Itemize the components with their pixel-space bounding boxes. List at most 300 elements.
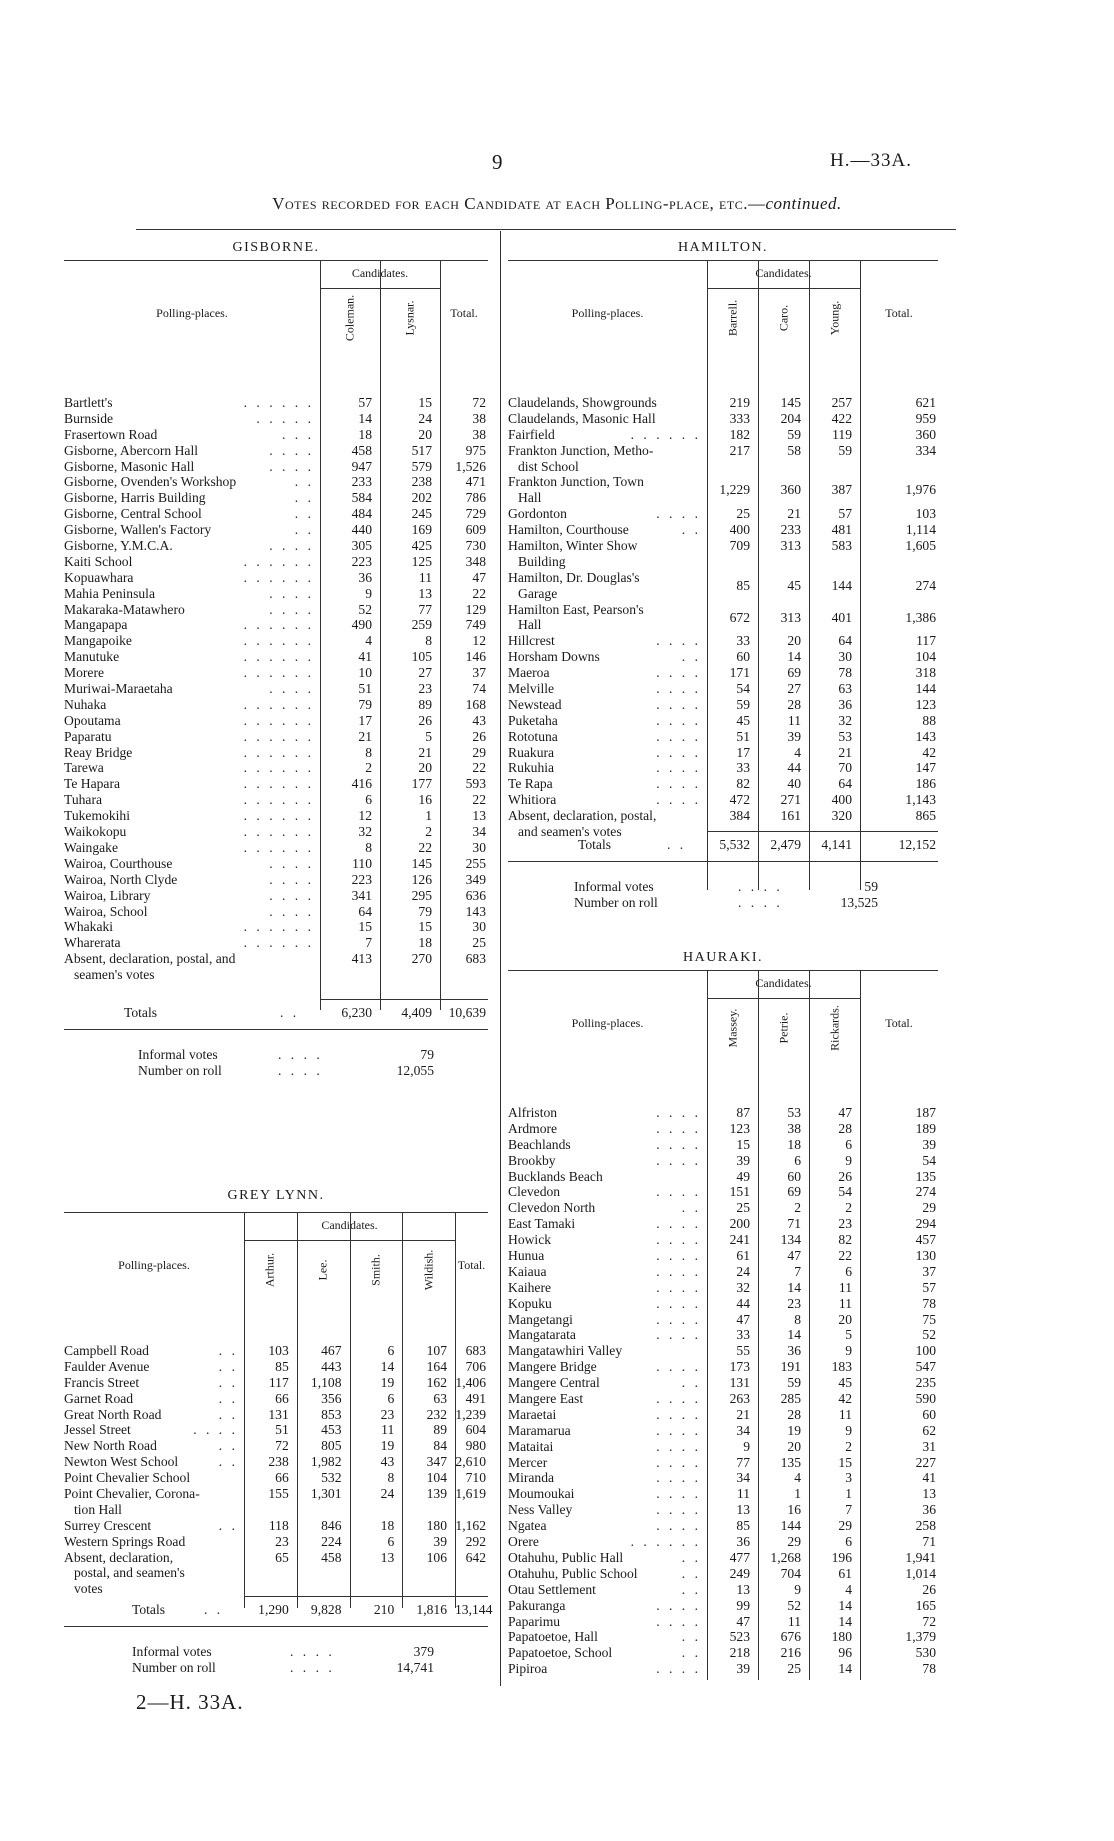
vote-count: 135 bbox=[915, 1168, 936, 1184]
polling-place-name: Manutuke bbox=[64, 649, 120, 665]
candidates-rule bbox=[244, 1240, 455, 1241]
leader-dots: . . . . bbox=[656, 1327, 701, 1343]
polling-place-name: Mahia Peninsula bbox=[64, 585, 155, 601]
leader-dots: . . . . bbox=[656, 1120, 701, 1136]
polling-place-name: Te Rapa bbox=[508, 776, 553, 792]
leader-dots: . . bbox=[667, 837, 687, 852]
vote-count: 33 bbox=[736, 1327, 750, 1343]
leader-dots: . . . . bbox=[656, 1518, 701, 1534]
vote-count: 22 bbox=[838, 1248, 852, 1264]
vote-count: 1,941 bbox=[905, 1549, 936, 1565]
vote-count: 11 bbox=[787, 1613, 801, 1629]
table-row bbox=[508, 1629, 938, 1645]
grey-lynn-section bbox=[64, 1188, 493, 1675]
table-row bbox=[508, 633, 938, 649]
leader-dots: . . . . bbox=[269, 458, 314, 474]
vote-count: 1,406 bbox=[455, 1374, 486, 1390]
vote-count: 530 bbox=[915, 1645, 936, 1661]
vote-count: 30 bbox=[838, 649, 852, 665]
leader-dots: . . . . bbox=[656, 728, 701, 744]
vote-count: 23 bbox=[838, 1216, 852, 1232]
polling-place-name: Ness Valley bbox=[508, 1502, 573, 1518]
leader-dots: . . bbox=[204, 1602, 224, 1617]
vote-count: 42 bbox=[838, 1391, 852, 1407]
polling-place-name: Gisborne, Ovenden's Workshop bbox=[64, 474, 237, 490]
vote-count: 88 bbox=[922, 712, 936, 728]
vote-count: 13 bbox=[736, 1502, 750, 1518]
total-header: Total. bbox=[450, 306, 478, 320]
leader-dots: . . . . bbox=[193, 1422, 238, 1438]
vote-count: 45 bbox=[736, 712, 750, 728]
vote-count: 11 bbox=[838, 1295, 852, 1311]
leader-dots: . . . . bbox=[269, 903, 314, 919]
vote-count: 61 bbox=[736, 1248, 750, 1264]
vote-count: 1,379 bbox=[905, 1629, 936, 1645]
polling-place-name: Beachlands bbox=[508, 1136, 571, 1152]
vote-count: 47 bbox=[787, 1248, 801, 1264]
polling-place-name: Wairoa, North Clyde bbox=[64, 871, 178, 887]
total-header: Total. bbox=[457, 1258, 486, 1272]
candidates-header: Candidates. bbox=[321, 1218, 378, 1232]
vote-count: 2 bbox=[845, 1438, 852, 1454]
table-row bbox=[508, 745, 938, 761]
leader-dots: . . bbox=[681, 649, 701, 665]
vote-count: 349 bbox=[465, 871, 486, 887]
candidate-name-text: Wildish. bbox=[421, 1249, 436, 1291]
vote-count: 1,619 bbox=[455, 1486, 486, 1502]
polling-place-name: Mangere Bridge bbox=[508, 1359, 597, 1375]
polling-place-name: Gisborne, Abercorn Hall bbox=[64, 442, 199, 458]
leader-dots: . . . . bbox=[656, 1502, 701, 1518]
polling-place-name: Rototuna bbox=[508, 728, 558, 744]
leader-dots: . . . . . . bbox=[243, 776, 314, 792]
vote-count: 1,229 bbox=[719, 482, 750, 498]
vote-count: 57 bbox=[358, 395, 372, 410]
vote-count: 144 bbox=[831, 577, 852, 593]
leader-dots: . . . . bbox=[656, 792, 701, 808]
leader-dots: . . . . bbox=[290, 1644, 335, 1659]
vote-count: 274 bbox=[915, 1184, 936, 1200]
leader-dots: . . . . . . bbox=[243, 839, 314, 855]
vote-count: 672 bbox=[729, 609, 750, 625]
leader-dots: . . bbox=[218, 1374, 238, 1390]
vote-count: 47 bbox=[736, 1311, 750, 1327]
candidate-name-text: Lysnar. bbox=[402, 300, 417, 336]
vote-count: 22 bbox=[472, 760, 486, 776]
vote-count: 532 bbox=[321, 1470, 342, 1486]
vote-count: 135 bbox=[780, 1454, 801, 1470]
candidate-name-text: Barrell. bbox=[725, 299, 739, 337]
vote-count: 33 bbox=[736, 633, 750, 649]
vote-count: 64 bbox=[838, 633, 852, 649]
polling-place-name: Melville bbox=[508, 681, 555, 697]
vote-count: 63 bbox=[433, 1390, 447, 1406]
vote-count: 130 bbox=[915, 1248, 936, 1264]
leader-dots: . . . . . . bbox=[243, 712, 314, 728]
vote-count: 484 bbox=[351, 506, 372, 522]
polling-place-name: Howick bbox=[508, 1232, 552, 1248]
vote-count: 218 bbox=[729, 1645, 750, 1661]
polling-place-name: Maeroa bbox=[508, 665, 550, 681]
vote-count: 191 bbox=[780, 1359, 801, 1375]
polling-place-name: Mataitai bbox=[508, 1438, 554, 1454]
table-row bbox=[508, 1137, 938, 1153]
vote-count: 14 bbox=[838, 1661, 852, 1677]
vote-count: 110 bbox=[352, 855, 372, 871]
table-row bbox=[64, 474, 488, 490]
leader-dots: . . . . . . bbox=[243, 633, 314, 649]
vote-count: 1,605 bbox=[905, 538, 936, 554]
vote-count: 61 bbox=[838, 1565, 852, 1581]
total-count: 12,152 bbox=[898, 837, 936, 852]
vote-count: 85 bbox=[275, 1358, 289, 1374]
vote-count: 16 bbox=[787, 1502, 801, 1518]
informal-votes-label: Informal votes bbox=[574, 879, 654, 894]
table-row bbox=[64, 951, 488, 967]
gisborne-title: GISBORNE. bbox=[232, 240, 320, 255]
hamilton-title: HAMILTON. bbox=[677, 240, 769, 255]
vote-count: 62 bbox=[922, 1422, 936, 1438]
polling-place-name: Surrey Crescent bbox=[64, 1517, 152, 1533]
table-row bbox=[64, 1454, 488, 1470]
vote-count: 21 bbox=[736, 1406, 750, 1422]
vote-count: 106 bbox=[426, 1549, 447, 1565]
vote-count: 683 bbox=[465, 951, 486, 967]
vote-count: 20 bbox=[838, 1311, 852, 1327]
vote-count: 82 bbox=[736, 776, 750, 792]
table-row bbox=[508, 1661, 938, 1677]
vote-count: 4 bbox=[794, 1470, 801, 1486]
vote-count: 8 bbox=[365, 744, 372, 760]
candidates-rule bbox=[707, 998, 860, 999]
vote-count: 604 bbox=[465, 1422, 486, 1438]
vote-count: 295 bbox=[411, 887, 432, 903]
vote-count: 14 bbox=[358, 410, 372, 426]
leader-dots: . . bbox=[681, 1629, 701, 1645]
vote-count: 6 bbox=[794, 1152, 801, 1168]
vote-count: 18 bbox=[358, 426, 372, 442]
polling-place-name: Whitiora bbox=[508, 792, 557, 808]
vote-count: 12 bbox=[472, 633, 486, 649]
polling-place-name: Clevedon North bbox=[508, 1200, 596, 1216]
vote-count: 72 bbox=[922, 1613, 936, 1629]
vote-count: 196 bbox=[831, 1549, 852, 1565]
table-row bbox=[508, 792, 938, 808]
vote-count: 66 bbox=[275, 1470, 289, 1486]
vote-count: 87 bbox=[736, 1105, 750, 1120]
polling-place-name: Mangetangi bbox=[508, 1311, 573, 1327]
table-row bbox=[508, 1121, 938, 1137]
vote-count: 30 bbox=[472, 839, 486, 855]
vote-count: 706 bbox=[465, 1358, 486, 1374]
page-number: 9 bbox=[492, 150, 503, 174]
vote-count: 245 bbox=[411, 506, 432, 522]
vote-count: 39 bbox=[787, 728, 801, 744]
vote-count: 22 bbox=[472, 792, 486, 808]
leader-dots: . . . . bbox=[269, 442, 314, 458]
polling-place-name: Pakuranga bbox=[508, 1597, 566, 1613]
top-rule bbox=[136, 229, 956, 230]
vote-count: 41 bbox=[922, 1470, 936, 1486]
polling-place-name: Makaraka-Matawhero bbox=[64, 601, 185, 617]
leader-dots: . . . . bbox=[656, 760, 701, 776]
leader-dots: . . . . bbox=[269, 601, 314, 617]
vote-count: 51 bbox=[358, 681, 372, 697]
table-row bbox=[508, 808, 938, 824]
vote-count: 39 bbox=[736, 1661, 750, 1677]
polling-place-name: Hamilton, Winter Show bbox=[508, 538, 638, 554]
vote-count: 11 bbox=[418, 569, 432, 585]
vote-count: 186 bbox=[915, 776, 936, 792]
vote-count: 710 bbox=[465, 1470, 486, 1486]
vote-count: 274 bbox=[915, 577, 936, 593]
vote-count: 683 bbox=[465, 1343, 486, 1358]
document-reference: H.—33A. bbox=[830, 150, 912, 171]
page-title bbox=[0, 194, 1114, 214]
vote-count: 78 bbox=[838, 665, 852, 681]
table-row bbox=[508, 1248, 938, 1264]
vote-count: 23 bbox=[380, 1406, 395, 1422]
table-row bbox=[64, 427, 488, 443]
vote-count: 13 bbox=[380, 1549, 395, 1565]
polling-place-name: Ruakura bbox=[508, 744, 555, 760]
vote-count: 975 bbox=[465, 442, 486, 458]
table-row bbox=[508, 506, 938, 522]
vote-count: 105 bbox=[411, 649, 432, 665]
vote-count: 13 bbox=[922, 1486, 936, 1502]
hauraki-title: HAURAKI. bbox=[682, 950, 764, 965]
leader-dots: . . bbox=[218, 1358, 238, 1374]
vote-count: 6 bbox=[387, 1343, 395, 1358]
table-row bbox=[64, 967, 488, 983]
vote-count: 318 bbox=[915, 665, 936, 681]
vote-count: 440 bbox=[351, 522, 372, 538]
table-row bbox=[508, 1169, 938, 1185]
table-row bbox=[508, 586, 938, 602]
polling-place-name: Opoutama bbox=[64, 712, 121, 728]
table-row bbox=[64, 1407, 488, 1423]
table-row bbox=[64, 522, 488, 538]
vote-count: 59 bbox=[736, 696, 750, 712]
polling-place-name: Miranda bbox=[508, 1470, 555, 1486]
vote-count: 255 bbox=[465, 855, 486, 871]
leader-dots: . . . . bbox=[269, 887, 314, 903]
header-top-rule bbox=[508, 260, 938, 261]
vote-count: 53 bbox=[787, 1105, 801, 1120]
total-count: 10,639 bbox=[448, 1005, 486, 1020]
polling-place-name: Ardmore bbox=[508, 1120, 558, 1136]
polling-place-name: Francis Street bbox=[64, 1374, 140, 1390]
vote-count: 20 bbox=[418, 760, 432, 776]
vote-count: 202 bbox=[411, 490, 432, 506]
polling-place-name: Wharerata bbox=[64, 935, 121, 951]
table-row bbox=[64, 1518, 488, 1534]
vote-count: 31 bbox=[922, 1438, 936, 1454]
table-row bbox=[64, 1486, 488, 1502]
vote-count: 9 bbox=[845, 1422, 852, 1438]
table-row bbox=[64, 395, 488, 411]
vote-count: 8 bbox=[794, 1311, 801, 1327]
vote-count: 47 bbox=[838, 1105, 852, 1120]
polling-place-name: Kaiti School bbox=[64, 553, 133, 569]
vote-count: 180 bbox=[426, 1517, 447, 1533]
polling-place-name: dist School bbox=[518, 458, 579, 474]
table-row bbox=[508, 554, 938, 570]
vote-count: 233 bbox=[780, 522, 801, 538]
totals-row bbox=[64, 1005, 488, 1025]
leader-dots: . . bbox=[294, 522, 314, 538]
total-count: 5,532 bbox=[719, 837, 750, 852]
vote-count: 676 bbox=[780, 1629, 801, 1645]
totals-rule bbox=[320, 999, 488, 1000]
polling-place-name: votes bbox=[74, 1581, 103, 1597]
vote-count: 9 bbox=[845, 1343, 852, 1359]
table-row bbox=[508, 681, 938, 697]
vote-count: 180 bbox=[831, 1629, 852, 1645]
leader-dots: . . . . . bbox=[256, 410, 314, 426]
vote-count: 144 bbox=[915, 681, 936, 697]
vote-count: 21 bbox=[838, 744, 852, 760]
vote-count: 28 bbox=[787, 1406, 801, 1422]
vote-count: 55 bbox=[736, 1343, 750, 1359]
vote-count: 72 bbox=[275, 1438, 289, 1454]
table-row bbox=[64, 840, 488, 856]
leader-dots: . . . . bbox=[656, 1613, 701, 1629]
rows-list bbox=[64, 1343, 488, 1597]
vote-count: 422 bbox=[831, 410, 852, 426]
vote-count: 58 bbox=[787, 442, 801, 458]
leader-dots: . . bbox=[294, 474, 314, 490]
hauraki-section bbox=[508, 950, 938, 1680]
table-row bbox=[64, 649, 488, 665]
vote-count: 257 bbox=[831, 395, 852, 410]
polling-place-name: Frankton Junction, Metho- bbox=[508, 442, 654, 458]
leader-dots: . . . . bbox=[269, 855, 314, 871]
page-footer: 2—H. 33A. bbox=[136, 1690, 244, 1714]
total-count: 6,230 bbox=[341, 1005, 372, 1020]
vote-count: 333 bbox=[729, 410, 750, 426]
polling-place-name: Hamilton, Dr. Douglas's bbox=[508, 569, 640, 585]
leader-dots: . . . . bbox=[656, 1486, 701, 1502]
vote-count: 17 bbox=[358, 712, 372, 728]
polling-places-header: Polling-places. bbox=[156, 306, 228, 320]
leader-dots: . . . . bbox=[656, 1295, 701, 1311]
candidate-name-text: Caro. bbox=[776, 304, 790, 332]
rows-list bbox=[508, 1105, 938, 1677]
vote-count: 38 bbox=[472, 410, 486, 426]
vote-count: 14 bbox=[380, 1358, 395, 1374]
table-row bbox=[64, 665, 488, 681]
leader-dots: . . bbox=[681, 1375, 701, 1391]
vote-count: 305 bbox=[351, 538, 372, 554]
vote-count: 59 bbox=[787, 426, 801, 442]
header-top-rule bbox=[64, 260, 488, 261]
totals-bottom-rule bbox=[508, 861, 938, 862]
total-count: 1,816 bbox=[416, 1602, 447, 1617]
table-row bbox=[508, 1359, 938, 1375]
table-row bbox=[508, 760, 938, 776]
vote-count: 8 bbox=[425, 633, 432, 649]
polling-place-name: Garage bbox=[518, 585, 558, 601]
vote-count: 169 bbox=[411, 522, 432, 538]
polling-place-name: Puketaha bbox=[508, 712, 558, 728]
vote-count: 78 bbox=[922, 1661, 936, 1677]
vote-count: 749 bbox=[465, 617, 486, 633]
table-row bbox=[508, 1566, 938, 1582]
vote-count: 18 bbox=[418, 935, 432, 951]
informal-votes-label: Informal votes bbox=[138, 1047, 218, 1062]
vote-count: 45 bbox=[787, 577, 801, 593]
polling-place-name: Burnside bbox=[64, 410, 114, 426]
polling-place-name: Kopuawhara bbox=[64, 569, 134, 585]
leader-dots: . . . bbox=[282, 426, 314, 442]
vote-count: 44 bbox=[736, 1295, 750, 1311]
vote-count: 182 bbox=[729, 426, 750, 442]
leader-dots: . . . . . . bbox=[243, 617, 314, 633]
table-row bbox=[64, 1438, 488, 1454]
vote-count: 74 bbox=[472, 681, 486, 697]
vote-count: 219 bbox=[729, 395, 750, 410]
polling-place-name: Fairfield bbox=[508, 426, 555, 442]
vote-count: 2,610 bbox=[455, 1454, 486, 1470]
leader-dots: . . . . bbox=[656, 1232, 701, 1248]
informal-votes-value: 59 bbox=[864, 879, 878, 894]
vote-count: 270 bbox=[411, 951, 432, 967]
vote-count: 238 bbox=[268, 1454, 289, 1470]
table-row bbox=[64, 538, 488, 554]
vote-count: 846 bbox=[321, 1517, 342, 1533]
vote-count: 258 bbox=[915, 1518, 936, 1534]
vote-count: 387 bbox=[831, 482, 852, 498]
leader-dots: . . . . bbox=[738, 879, 783, 894]
vote-count: 590 bbox=[915, 1391, 936, 1407]
table-row bbox=[508, 1486, 938, 1502]
polling-place-name: Hamilton East, Pearson's bbox=[508, 601, 644, 617]
vote-count: 21 bbox=[358, 728, 372, 744]
table-row bbox=[64, 681, 488, 697]
leader-dots: . . . . . . bbox=[243, 792, 314, 808]
table-row bbox=[508, 1343, 938, 1359]
vote-count: 360 bbox=[915, 426, 936, 442]
vote-count: 37 bbox=[472, 665, 486, 681]
vote-count: 584 bbox=[351, 490, 372, 506]
polling-place-name: Ngatea bbox=[508, 1518, 547, 1534]
leader-dots: . . . . bbox=[656, 1263, 701, 1279]
vote-count: 63 bbox=[838, 681, 852, 697]
leader-dots: . . bbox=[681, 1200, 701, 1216]
vote-count: 27 bbox=[418, 665, 432, 681]
vote-count: 145 bbox=[780, 395, 801, 410]
vote-count: 118 bbox=[268, 1517, 289, 1533]
vote-count: 579 bbox=[411, 458, 432, 474]
polling-place-name: Te Hapara bbox=[64, 776, 121, 792]
polling-place-name: Tuhara bbox=[64, 792, 103, 808]
table-row bbox=[508, 1455, 938, 1471]
polling-place-name: New North Road bbox=[64, 1438, 157, 1454]
leader-dots: . . bbox=[218, 1406, 238, 1422]
vote-count: 491 bbox=[465, 1390, 486, 1406]
vote-count: 60 bbox=[736, 649, 750, 665]
leader-dots: . . . . bbox=[278, 1047, 323, 1062]
leader-dots: . . . . bbox=[656, 1216, 701, 1232]
vote-count: 85 bbox=[736, 1518, 750, 1534]
leader-dots: . . bbox=[294, 506, 314, 522]
table-row bbox=[508, 1184, 938, 1200]
vote-count: 54 bbox=[736, 681, 750, 697]
vote-count: 14 bbox=[787, 1327, 801, 1343]
vote-count: 1,982 bbox=[310, 1454, 342, 1470]
table-row bbox=[508, 1598, 938, 1614]
